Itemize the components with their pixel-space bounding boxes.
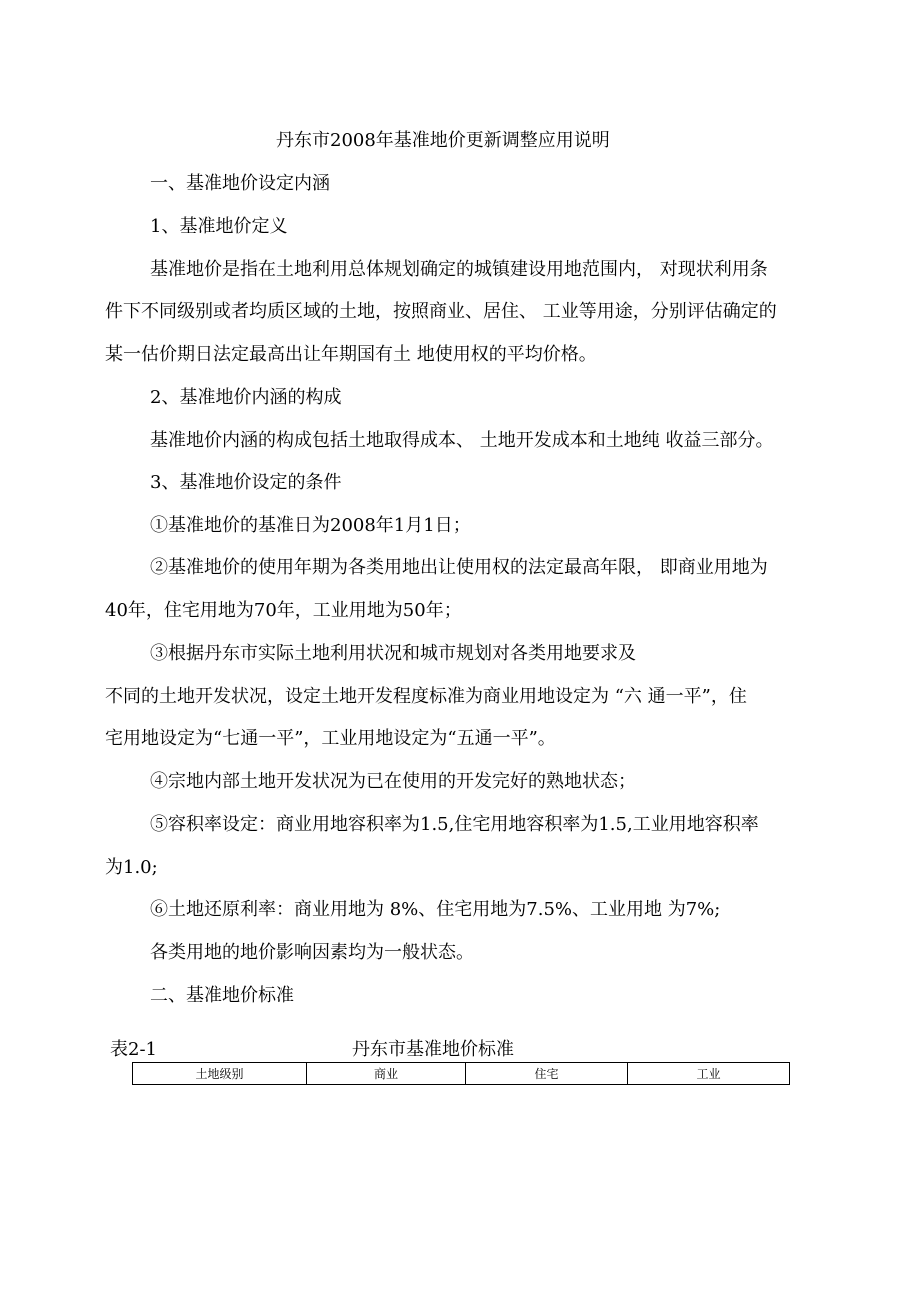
closing-paragraph: 各类用地的地价影响因素均为一般状态。	[150, 942, 474, 963]
subsection-heading-2: 2、基准地价内涵的构成	[150, 387, 342, 408]
composition-paragraph: 基准地价内涵的构成包括土地取得成本、 土地开发成本和土地纯 收益三部分。	[150, 430, 774, 451]
section-heading-1: 一、基准地价设定内涵	[150, 173, 330, 194]
definition-line-1: 基准地价是指在土地利用总体规划确定的城镇建设用地范围内， 对现状利用条	[150, 259, 768, 280]
condition-item-5-line-2: 为1.0;	[105, 857, 158, 878]
condition-item-3-line-3: 宅用地设定为“七通一平”，工业用地设定为“五通一平”。	[105, 728, 556, 749]
condition-item-3-line-1: ③根据丹东市实际土地利用状况和城市规划对各类用地要求及	[150, 643, 636, 664]
table-label: 表2-1	[110, 1039, 157, 1060]
definition-line-3: 某一估价期日法定最高出让年期国有土 地使用权的平均价格。	[105, 344, 597, 365]
document-title: 丹东市2008年基准地价更新调整应用说明	[276, 130, 610, 151]
table-caption: 丹东市基准地价标准	[352, 1039, 514, 1060]
subsection-heading-3: 3、基准地价设定的条件	[150, 472, 342, 493]
condition-item-5-line-1: ⑤容积率设定：商业用地容积率为1.5,住宅用地容积率为1.5,工业用地容积率	[150, 814, 759, 835]
condition-item-1: ①基准地价的基准日为2008年1月1日；	[150, 515, 471, 536]
condition-item-4: ④宗地内部土地开发状况为已在使用的开发完好的熟地状态；	[150, 771, 636, 792]
table-header-cell: 商业	[307, 1063, 466, 1085]
section-heading-2: 二、基准地价标准	[150, 985, 294, 1006]
condition-item-6: ⑥土地还原利率：商业用地为 8%、住宅用地为7.5%、工业用地 为7%;	[150, 899, 721, 920]
subsection-heading-1: 1、基准地价定义	[150, 216, 288, 237]
condition-item-2-line-2: 40年，住宅用地为70年，工业用地为50年；	[105, 600, 462, 621]
table-header-cell: 住宅	[466, 1063, 628, 1085]
table-header-row	[133, 1063, 790, 1085]
table-header-cell: 土地级别	[133, 1063, 307, 1085]
condition-item-2-line-1: ②基准地价的使用年期为各类用地出让使用权的法定最高年限， 即商业用地为	[150, 557, 768, 578]
land-price-table	[132, 1062, 790, 1085]
table-header-cell: 工业	[628, 1063, 790, 1085]
definition-line-2: 件下不同级别或者均质区域的土地，按照商业、居住、 工业等用途，分别评估确定的	[105, 301, 777, 322]
condition-item-3-line-2: 不同的土地开发状况，设定土地开发程度标准为商业用地设定为 “六 通一平”，住	[105, 686, 747, 707]
